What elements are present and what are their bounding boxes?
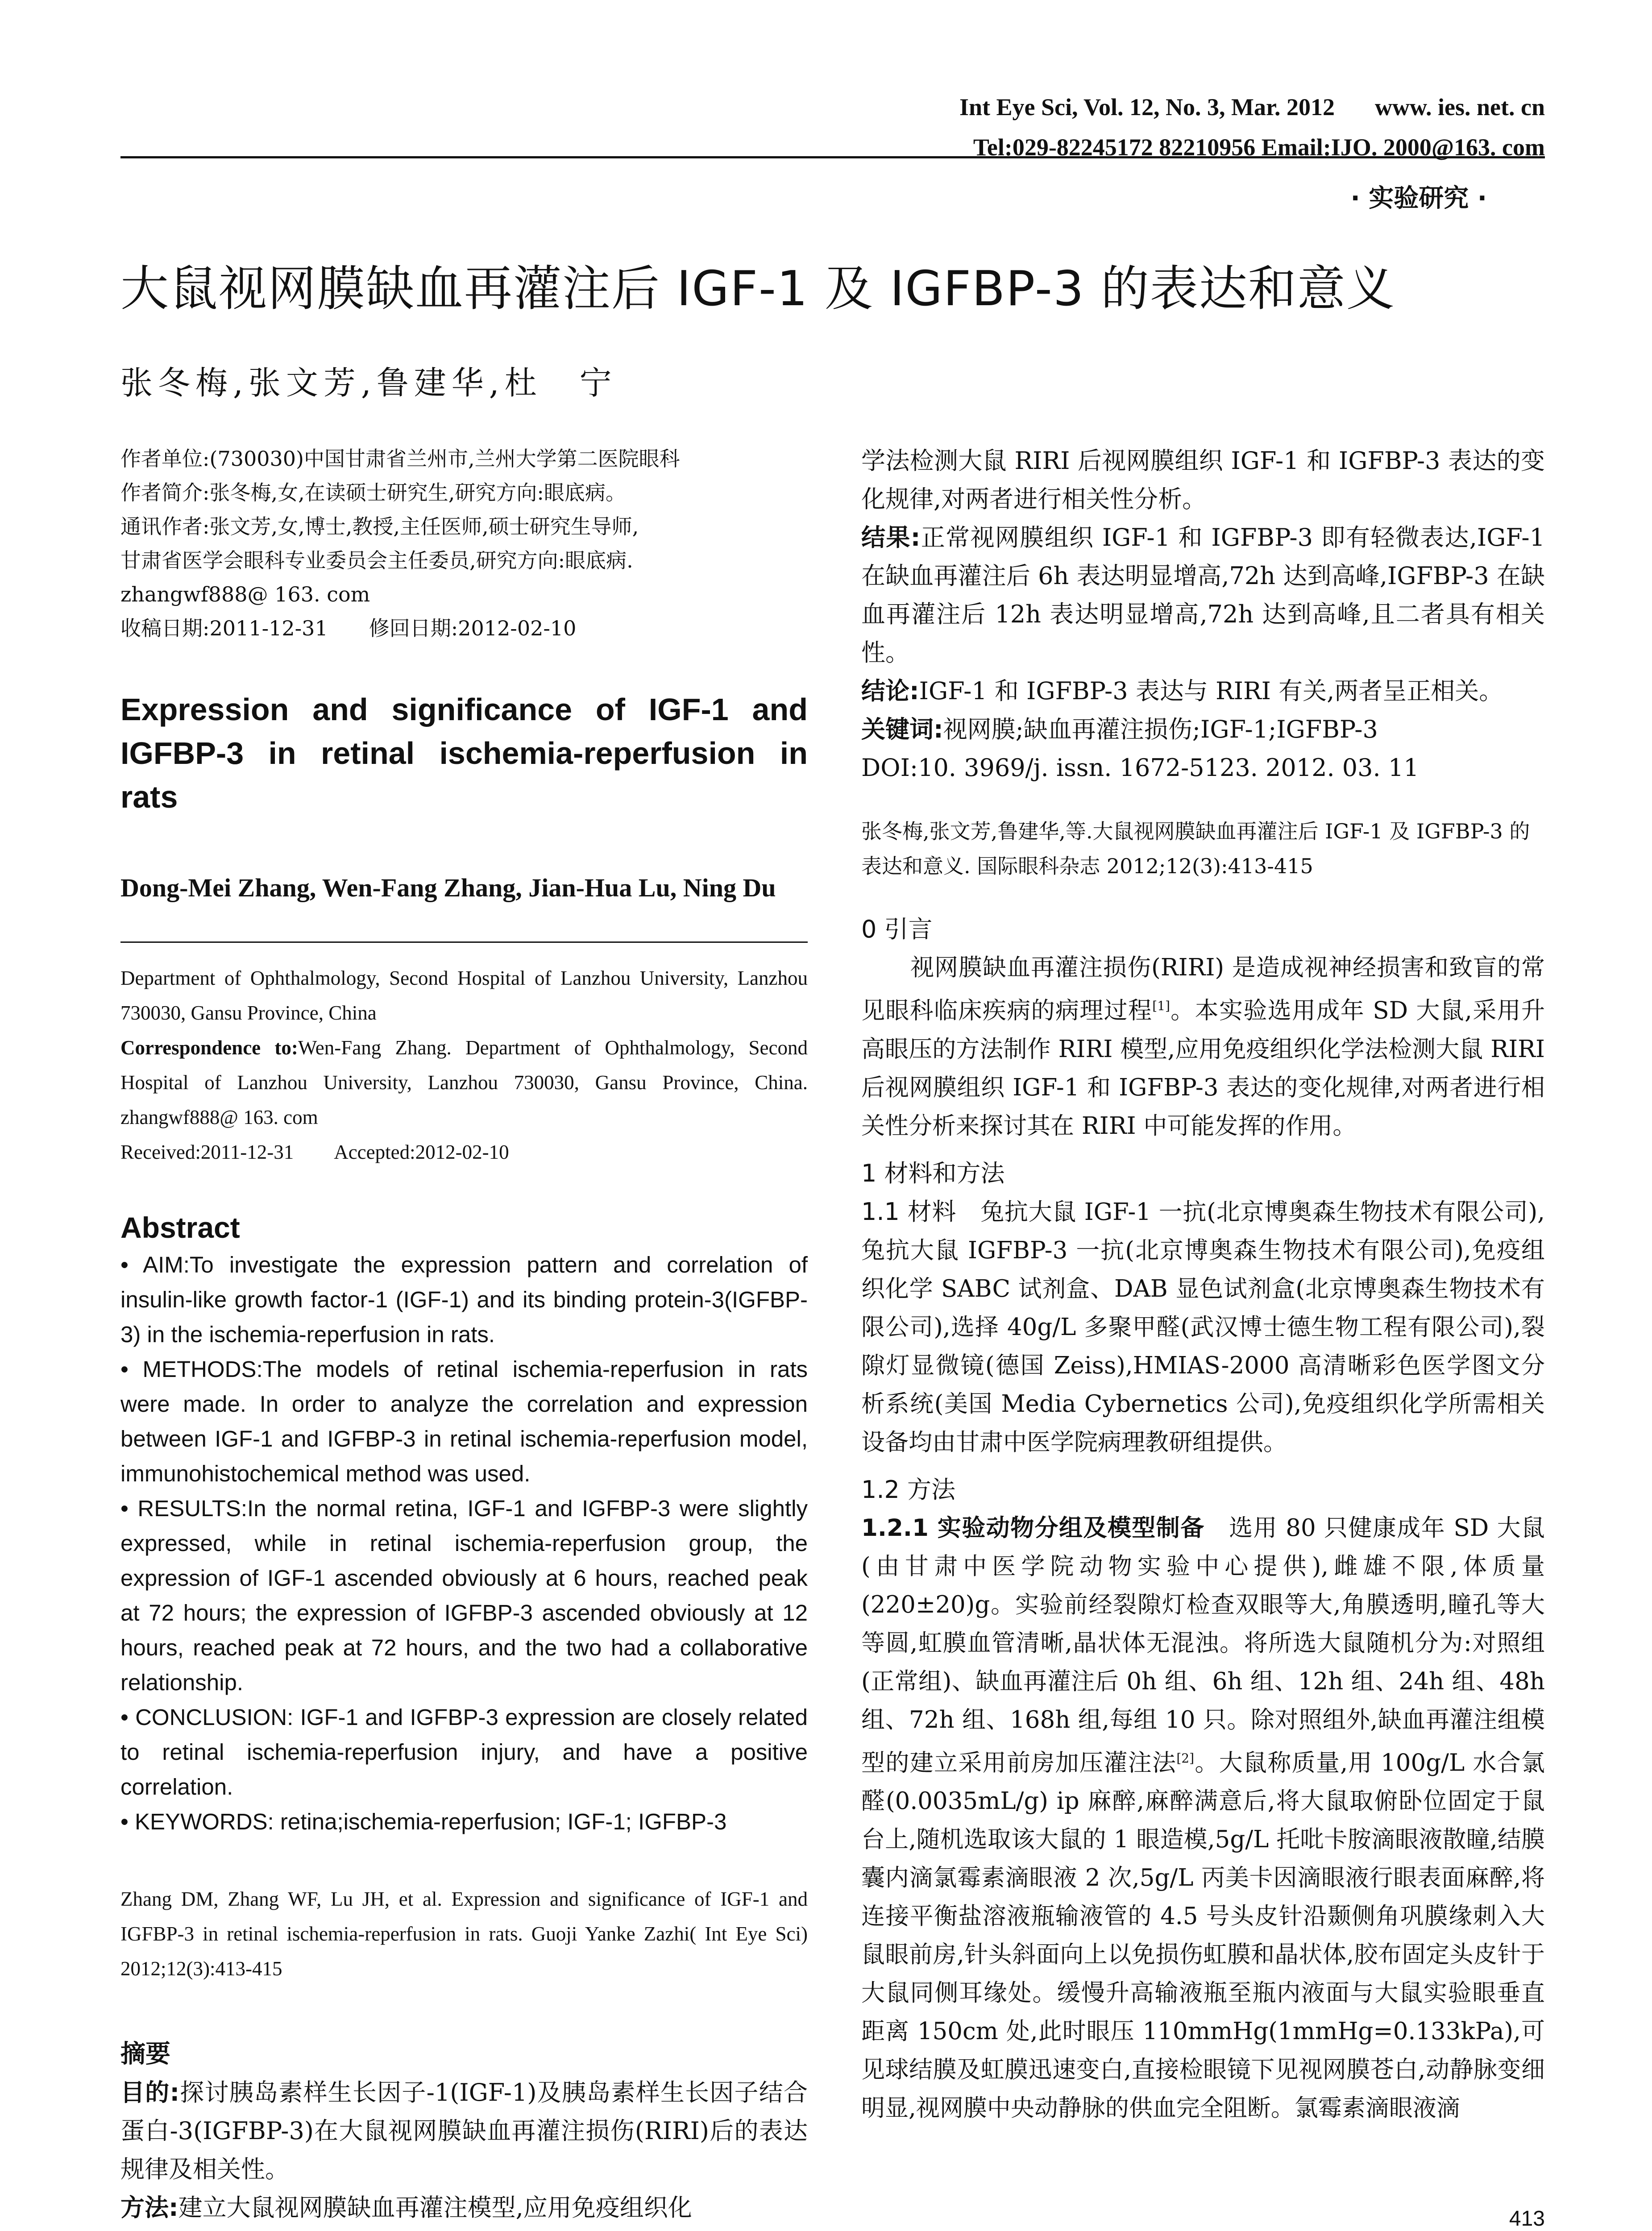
affiliation-zh [120,442,808,645]
abstract-results-zh [861,518,1545,672]
abstract-keywords-en: • KEYWORDS: retina;ischemia-reperfusion; IGF-1; IGFBP-3 [120,1809,727,1834]
affiliation-en [120,961,808,1169]
doi: DOI:10. 3969/j. issn. 1672-5123. 2012. 03. 11 [861,754,1419,782]
model-text-cont: 。大鼠称质量,用 100g/L 水合氯醛(0.0035mL/g) ip 麻醉,麻醉满意后,将大鼠取俯卧位固定于鼠台上,随机选取该大鼠的 1 眼造模,5g/L 托吡卡胺滴眼液散瞳,结膜囊内滴氯霉素滴眼液 2 次,5g/L 丙美卡因滴眼液行眼表面麻醉,将连接平衡盐溶液瓶输液管的 4.5 号头皮针沿颞侧角巩膜缘刺入大鼠眼前房,针头斜面向上以免损伤虹膜和晶状体,胶布固定头皮针于大鼠同侧耳缘处。缓慢升高输液瓶至瓶内液面与大鼠实验眼垂直距离 150cm 处,此时眼压 110mmHg(1mmHg=0.133kPa),可见球结膜及虹膜迅速变白,直接检眼镜下见视网膜苍白,动静脉变细明显,视网膜中央动静脉的供血完全阻断。氯霉素滴眼液滴 [861,1749,1545,2122]
journal-header [959,87,1545,167]
methods-text-zh: 建立大鼠视网膜缺血再灌注模型,应用免疫组织化 [178,2194,692,2222]
abstract-aim-en: • AIM:To investigate the expression pattern and correlation of insulin-like growth factor-1 (IGF-1) and its binding protein-3(IGFBP-3) in the ischemia-reperfusion in rats. [120,1252,808,1347]
department-en: Department of Ophthalmology, Second Hospital of Lanzhou University, Lanzhou 730030, Gansu Province, China [120,967,808,1024]
intro-text-cont: 。本实验选用成年 SD 大鼠,采用升高眼压的方法制作 RIRI 模型,应用免疫组织化学法检测大鼠 RIRI 后视网膜组织 IGF-1 和 IGFBP-3 表达的变化规律,对两者进行相关性分析来探讨其在 RIRI 中可能发挥的作用。 [861,997,1545,1140]
affiliation-line: 甘肃省医学会眼科专业委员会主任委员,研究方向:眼底病. [120,548,633,572]
model-paragraph [861,1509,1545,2128]
abstract-conclusion-en: • CONCLUSION: IGF-1 and IGFBP-3 expression are closely related to retinal ischemia-reperfusion injury, and have a positive correlation. [120,1704,808,1800]
aim-text-zh: 探讨胰岛素样生长因子-1(IGF-1)及胰岛素样生长因子结合蛋白-3(IGFBP-3)在大鼠视网膜缺血再灌注损伤(RIRI)后的表达规律及相关性。 [120,2078,808,2183]
correspondence-text: Wen-Fang Zhang. Department of Ophthalmology, Second Hospital of Lanzhou University, Lanzhou 730030, Gansu Province, China. zhangwf888@ 163. com [120,1037,808,1128]
aim-label-zh: 目的: [120,2078,180,2107]
affiliation-rule [120,941,808,943]
model-label: 1.2.1 实验动物分组及模型制备 [861,1514,1205,1542]
intro-paragraph [861,949,1545,1145]
page-number: 413 [1509,2207,1545,2231]
affiliation-line: 收稿日期:2011-12-31 修回日期:2012-02-10 [120,616,577,640]
journal-contact: Tel:029-82245172 82210956 Email:IJO. 2000@163. com [973,134,1545,161]
procedure-heading: 1.2 方法 [861,1475,956,1504]
correspondence-label: Correspondence to: [120,1037,298,1059]
authors-zh: 张冬梅,张文芳,鲁建华,杜 宁 [120,364,617,402]
right-column [861,442,1545,2127]
article-title-en: Expression and significance of IGF-1 and IGFBP-3 in retinal ischemia-reperfusion in rats [120,692,808,814]
abstract-methods-zh [120,2189,808,2227]
journal-website: www. ies. net. cn [1375,94,1545,120]
article-title-zh: 大鼠视网膜缺血再灌注后 IGF-1 及 IGFBP-3 的表达和意义 [120,261,1395,317]
abstract-methods-zh-cont: 学法检测大鼠 RIRI 后视网膜组织 IGF-1 和 IGFBP-3 表达的变化规律,对两者进行相关性分析。 [861,447,1545,513]
abstract-keywords-zh [861,710,1545,749]
affiliation-line: 通讯作者:张文芳,女,博士,教授,主任医师,硕士研究生导师, [120,514,639,539]
methods-label-zh: 方法: [120,2194,178,2222]
abstract-heading-zh: 摘要 [120,2040,170,2069]
correspondence-en [120,1030,808,1135]
model-text: 选用 80 只健康成年 SD 大鼠(由甘肃中医学院动物实验中心提供),雌雄不限,体质量(220±20)g。实验前经裂隙灯检查双眼等大,角膜透明,瞳孔等大等圆,虹膜血管清晰,晶状体无混浊。将所选大鼠随机分为:对照组(正常组)、缺血再灌注后 0h 组、6h 组、12h 组、24h 组、48h 组、72h 组、168h 组,每组 10 只。除对照组外,缺血再灌注组模型的建立采用前房加压灌注法 [861,1514,1545,1777]
conclusion-label-zh: 结论: [861,677,919,705]
methods-heading: 1 材料和方法 [861,1159,1005,1187]
keywords-text-zh: 视网膜;缺血再灌注损伤;IGF-1;IGFBP-3 [943,715,1378,743]
section-tag: · 实验研究 · [1350,184,1487,213]
materials-paragraph [861,1193,1545,1462]
abstract-results-en: • RESULTS:In the normal retina, IGF-1 and IGFBP-3 were slightly expressed, while in retinal ischemia-reperfusion group, the expression of IGF-1 ascended obviously at 6 hours, reached peak at 72 hours; the expression of IGFBP-3 ascended obviously at 12 hours, reached peak at 72 hours, and the two had a collaborative relationship. [120,1496,808,1695]
affiliation-line: zhangwf888@ 163. com [120,582,370,606]
conclusion-text-zh: IGF-1 和 IGFBP-3 表达与 RIRI 有关,两者呈正相关。 [919,677,1503,705]
received-accepted-en: Received:2011-12-31 Accepted:2012-02-10 [120,1141,509,1163]
affiliation-line: 作者单位:(730030)中国甘肃省兰州市,兰州大学第二医院眼科 [120,447,680,471]
results-text-zh: 正常视网膜组织 IGF-1 和 IGFBP-3 即有轻微表达,IGF-1 在缺血再灌注后 6h 表达明显增高,72h 达到高峰,IGFBP-3 在缺血再灌注后 12h 表达明显增高,72h 达到高峰,且二者具有相关性。 [861,523,1545,667]
results-label-zh: 结果: [861,523,921,552]
journal-citation: Int Eye Sci, Vol. 12, No. 3, Mar. 2012 [959,94,1335,120]
authors-en: Dong-Mei Zhang, Wen-Fang Zhang, Jian-Hua Lu, Ning Du [120,873,776,902]
intro-text: 视网膜缺血再灌注损伤(RIRI) 是造成视神经损害和致盲的常见眼科临床疾病的病理过程 [861,954,1545,1024]
abstract-methods-en: • METHODS:The models of retinal ischemia-reperfusion in rats were made. In order to analyze the correlation and expression between IGF-1 and IGFBP-3 in retinal ischemia-reperfusion model, immunohistochemical method was used. [120,1356,808,1486]
keywords-label-zh: 关键词: [861,715,943,743]
header-rule [120,156,1545,158]
reference-marker: [2] [1176,1750,1194,1766]
abstract-heading-en: Abstract [120,1211,240,1244]
citation-zh: 张冬梅,张文芳,鲁建华,等.大鼠视网膜缺血再灌注后 IGF-1 及 IGFBP-3 的表达和意义. 国际眼科杂志 2012;12(3):413-415 [861,819,1530,878]
citation-en: Zhang DM, Zhang WF, Lu JH, et al. Expression and significance of IGF-1 and IGFBP-3 in retinal ischemia-reperfusion in rats. Guoji Yanke Zazhi( Int Eye Sci) 2012;12(3):413-415 [120,1888,808,1980]
affiliation-line: 作者简介:张冬梅,女,在读硕士研究生,研究方向:眼底病。 [120,481,626,505]
abstract-conclusion-zh [861,672,1545,710]
left-column [120,442,808,2227]
reference-marker: [1] [1152,999,1170,1013]
intro-heading: 0 引言 [861,915,933,943]
materials-text: 兔抗大鼠 IGF-1 一抗(北京博奥森生物技术有限公司),兔抗大鼠 IGFBP-3 一抗(北京博奥森生物技术有限公司),免疫组织化学 SABC 试剂盒、DAB 显色试剂盒(北京博奥森生物技术有限公司),选择 40g/L 多聚甲醛(武汉博士德生物工程有限公司),裂隙灯显微镜(德国 Zeiss),HMIAS-2000 高清晰彩色医学图文分析系统(美国 Media Cybernetics 公司),免疫组织化学所需相关设备均由甘肃中医学院病理教研组提供。 [861,1198,1545,1456]
materials-label: 1.1 材料 [861,1197,957,1226]
abstract-aim-zh [120,2073,808,2189]
